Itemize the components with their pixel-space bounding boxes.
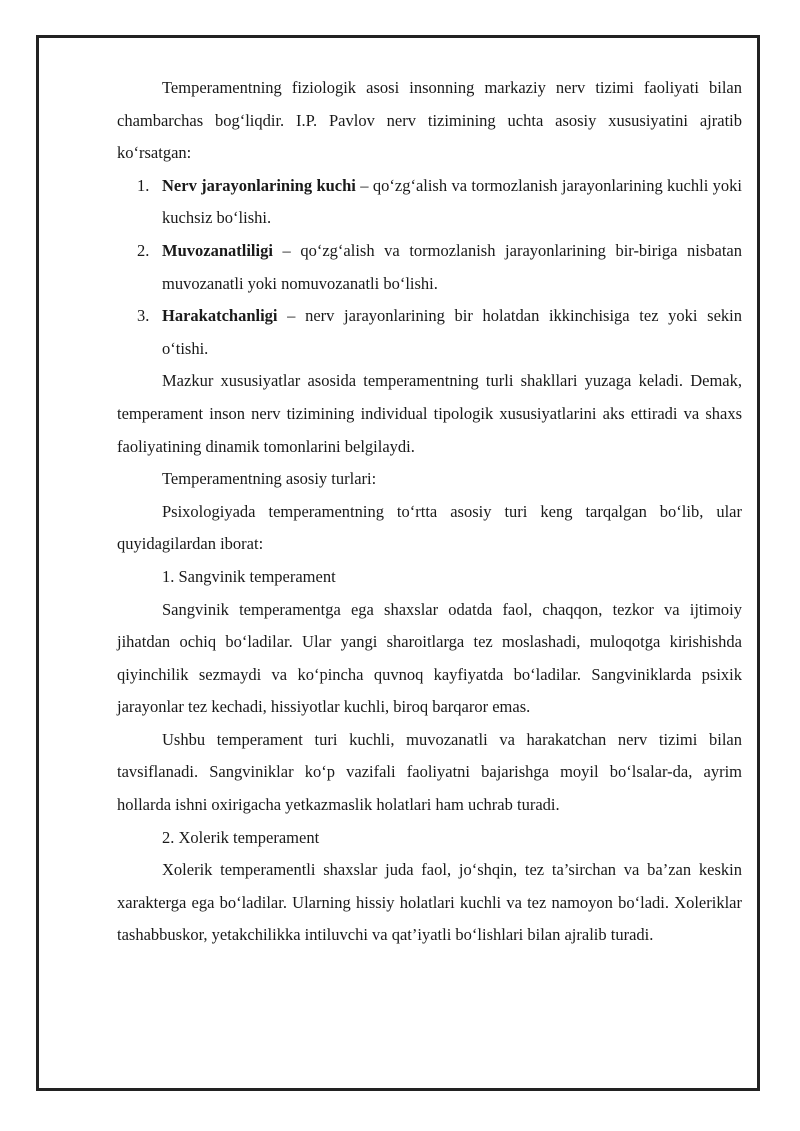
document-body bbox=[117, 72, 742, 952]
list-item bbox=[117, 300, 742, 365]
property-description: – nerv jarayonlarining bir holatdan ikkinchisiga tez yoki sekin o‘tishi. bbox=[162, 306, 742, 358]
section-heading-sangvinik: 1. Sangvinik temperament bbox=[162, 566, 336, 586]
summary-paragraph: Mazkur xususiyatlar asosida temperamentning turli shakllari yuzaga keladi. Demak, temperament inson nerv tizimining individual tipologik xususiyatlarini aks ettiradi va shaxs faoliyatining dinamik tomonlarini belgilaydi. bbox=[117, 371, 742, 456]
property-term: Harakatchanligi bbox=[162, 306, 278, 326]
list-number: 2. bbox=[137, 240, 150, 260]
property-term: Nerv jarayonlarining kuchi bbox=[162, 175, 356, 195]
property-description: – qo‘zg‘alish va tormozlanish jarayonlarining bir-biriga nisbatan muvozanatli yoki nomuvozanatli bo‘lishi. bbox=[162, 240, 742, 293]
property-description: – qo‘zg‘alish va tormozlanish jarayonlarining kuchli yoki kuchsiz bo‘lishi. bbox=[162, 175, 742, 228]
list-item bbox=[117, 170, 742, 235]
sangvinik-paragraph-1: Sangvinik temperamentga ega shaxslar odatda faol, chaqqon, tezkor va ijtimoiy jihatdan ochiq bo‘ladilar. Ular yangi sharoitlarga tez moslashadi, muloqotga kirishishda qiyinchilik sezmaydi va ko‘pincha quvnoq kayfiyatda bo‘ladilar. Sangviniklarda psixik jarayonlar tez kechadi, hissiyotlar kuchli, biroq barqaror emas. bbox=[117, 599, 742, 717]
list-item bbox=[117, 235, 742, 300]
section-heading-types: Temperamentning asosiy turlari: bbox=[162, 469, 377, 489]
xolerik-paragraph: Xolerik temperamentli shaxslar juda faol, jo‘shqin, tez ta’sirchan va ba’zan keskin xarakterga ega bo‘ladilar. Ularning hissiy holatlari kuchli va tez namoyon bo‘ladi. Xoleriklar tashabbuskor, yetakchilikka intiluvchi va qat’iyatli bo‘lishlari bilan ajralib turadi. bbox=[117, 860, 742, 945]
list-number: 3. bbox=[137, 306, 150, 326]
sangvinik-paragraph-2: Ushbu temperament turi kuchli, muvozanatli va harakatchan nerv tizimi bilan tavsiflanadi. Sangviniklar ko‘p vazifali faoliyatni bajarishga moyil bo‘lsalar-da, ayrim hollarda ishni oxirigacha yetkazmaslik holatlari ham uchrab turadi. bbox=[117, 729, 742, 815]
property-term: Muvozanatliligi bbox=[162, 240, 273, 260]
section-heading-xolerik: 2. Xolerik temperament bbox=[162, 827, 320, 847]
nerve-properties-list bbox=[117, 170, 742, 366]
intro-paragraph: Temperamentning fiziologik asosi insonning markaziy nerv tizimi faoliyati bilan chambarchas bog‘liqdir. I.P. Pavlov nerv tizimining uchta asosiy xususiyatini ajratib ko‘rsatgan: bbox=[117, 78, 742, 163]
types-intro-paragraph: Psixologiyada temperamentning to‘rtta asosiy turi keng tarqalgan bo‘lib, ular quyidagilardan iborat: bbox=[117, 501, 742, 554]
list-number: 1. bbox=[137, 175, 150, 195]
